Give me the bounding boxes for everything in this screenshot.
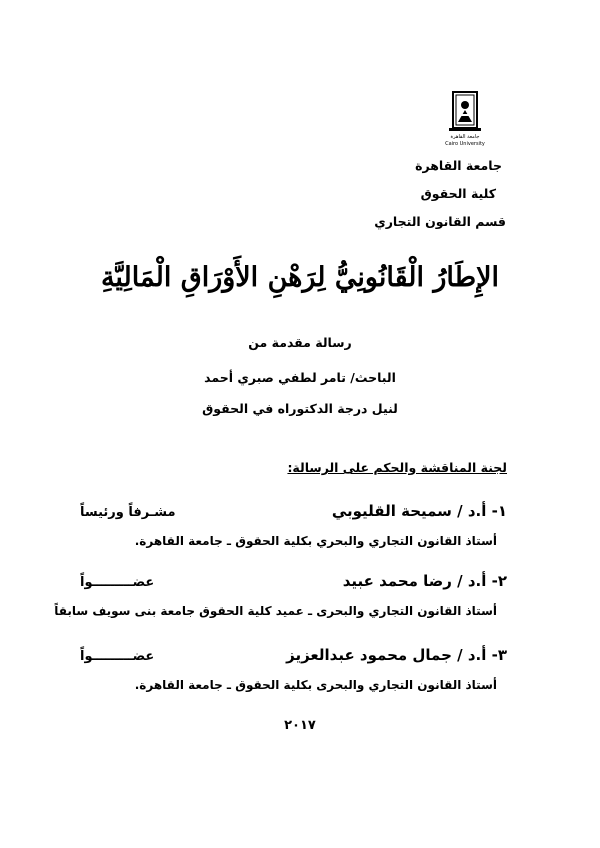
thesis-title: الإِطَارُ الْقَانُونِيُّ لِرَهْنِ الأَوْرَاقِ الْمَالِيَّةِ xyxy=(100,262,500,293)
cairo-university-logo-icon xyxy=(443,88,487,146)
member-description: أستاذ القانون التجاري والبحرى ـ عميد كلية الحقوق جامعة بنى سويف سابقاً xyxy=(54,604,497,618)
institution-block xyxy=(374,152,506,236)
committee-member-3 xyxy=(80,646,507,692)
member-name: ٣- أ.د / جمال محمود عبدالعزيز xyxy=(286,646,507,664)
thesis-subtitle: رسالة مقدمة من xyxy=(248,335,352,350)
logo-graphic xyxy=(443,88,487,146)
faculty-name: كلية الحقوق xyxy=(420,186,496,201)
member-role: عضـــــــــواً xyxy=(80,649,155,664)
member-name: ١- أ.د / سميحة القليوبي xyxy=(331,502,507,520)
degree-statement: لنيل درجة الدكتوراه في الحقوق xyxy=(202,401,398,416)
member-role: مشـرفاً ورئيساً xyxy=(80,505,176,520)
member-description: أستاذ القانون التجاري والبحرى بكلية الحقوق ـ جامعة القاهرة. xyxy=(134,678,497,692)
committee-member-2 xyxy=(54,572,507,618)
member-name: ٢- أ.د / رضا محمد عبيد xyxy=(342,572,507,590)
department-name: قسم القانون التجاري xyxy=(374,214,506,229)
member-description: أستاذ القانون التجاري والبحري بكلية الحقوق ـ جامعة القاهرة. xyxy=(134,534,497,548)
logo-caption: Cairo University xyxy=(445,141,485,146)
university-name: جامعة القاهرة xyxy=(415,158,502,173)
researcher-name: الباحث/ تامر لطفي صبري أحمد xyxy=(204,370,396,385)
logo-arabic-script: جامعة القاهرة xyxy=(450,134,480,140)
year: ٢٠١٧ xyxy=(284,718,316,733)
committee-heading: لجنة المناقشة والحكم على الرسالة: xyxy=(287,460,507,475)
committee-member-1 xyxy=(80,502,507,548)
member-role: عضـــــــــواً xyxy=(80,575,155,590)
